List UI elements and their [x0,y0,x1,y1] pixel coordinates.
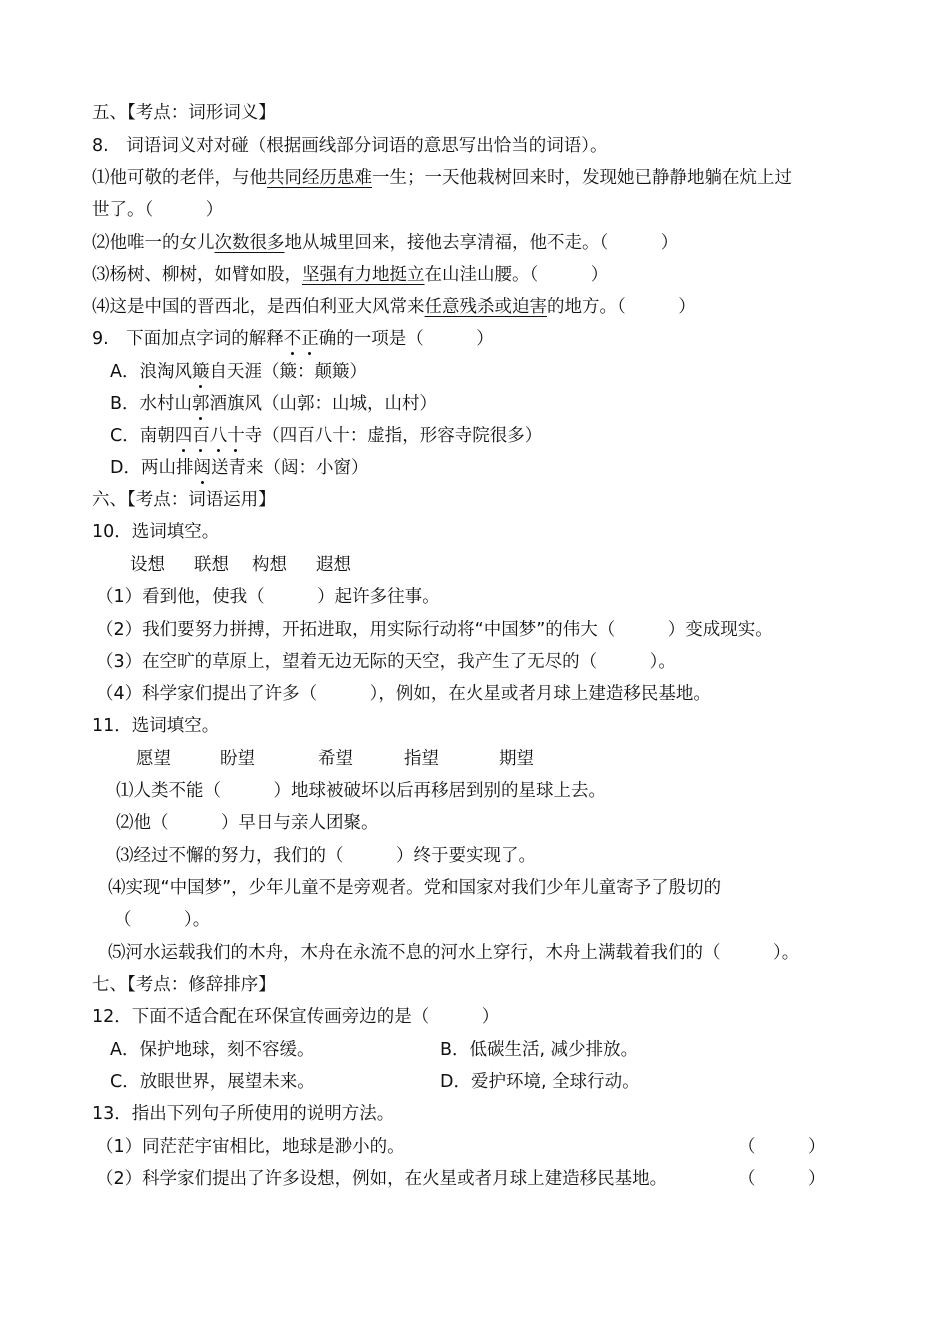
question-10-word-bank [130,554,351,576]
question-10-stem: 10．选词填空。 [92,522,220,542]
question-12-option-d: D．爱护环境, 全球行动。 [440,1072,640,1092]
dotted-char: 百 [192,426,210,446]
option-text: B．水村山 [110,394,193,414]
question-13-item-2: （2）科学家们提出了许多设想，例如，在火星或者月球上建造移民基地。 [96,1169,668,1189]
dotted-char: 不 [283,329,302,349]
question-11-item-2: ⑵他（ ）早日与亲人团聚。 [116,813,379,833]
question-11-item-4: ⑷实现“中国梦”，少年儿童不是旁观者。党和国家对我们少年儿童寄予了殷切的 [108,878,722,898]
stem-text: 9. 下面加点字词的解释 [92,329,284,349]
item-text: 在山洼山腰。（ ） [424,265,609,285]
question-12-option-a: A．保护地球，刻不容缓。 [110,1040,315,1060]
question-9-option-d [110,457,368,479]
dotted-char: 正 [301,329,319,349]
dotted-char: 十 [227,426,245,446]
question-10-item-2: （2）我们要努力拼搏，开拓进取，用实际行动将“中国梦”的伟大（ ）变成现实。 [96,620,773,640]
question-11-word-bank [136,748,534,770]
item-text: 地从城里回来，接他去享清福，他不走。（ ） [284,233,679,253]
question-11-item-3: ⑶经过不懈的努力，我们的（ ）终于要实现了。 [116,846,536,866]
section-heading-6: 六、【考点：词语运用】 [92,490,276,510]
underlined-phrase: 次数很多 [214,233,285,253]
word-option: 指望 [404,749,439,769]
option-text: 送青来（闼：小窗） [210,458,369,478]
question-8-item-3 [92,264,608,286]
question-8-item-4 [92,296,696,318]
word-option: 联想 [194,555,229,575]
item-text: ⑵他唯一的女儿 [92,233,215,253]
question-8-item-1-continued: 世了。（ ） [92,200,224,220]
question-9-option-b [110,393,437,415]
underlined-phrase: 共同经历患难 [267,168,372,188]
question-13-stem: 13．指出下列句子所使用的说明方法。 [92,1104,395,1124]
item-text: ⑷这是中国的晋西北，是西伯利亚大风常来 [92,297,425,317]
section-heading-7: 七、【考点：修辞排序】 [92,975,276,995]
question-8-item-1 [92,167,792,189]
question-12-option-b: B．低碳生活, 减少排放。 [440,1040,639,1060]
answer-blank: （ ） [738,1137,826,1157]
item-text: 一生；一天他栽树回来时，发现她已静静地躺在炕上过 [372,168,792,188]
word-option: 构想 [252,555,287,575]
question-8-item-2 [92,232,678,254]
word-option: 愿望 [136,749,171,769]
question-11-stem: 11．选词填空。 [92,716,220,736]
item-text: ⑴他可敬的老伴，与他 [92,168,267,188]
word-option: 盼望 [220,749,255,769]
option-text: D．两山排 [110,458,194,478]
stem-text: 确的一项是（ ） [318,329,494,349]
word-option: 设想 [130,555,165,575]
word-option: 遐想 [316,555,351,575]
option-text: C．南朝 [110,426,175,446]
option-text: 自天涯（簸：颠簸） [209,362,367,382]
section-heading-5: 五、【考点：词形词义】 [92,103,276,123]
question-11-item-5: ⑸河水运载我们的木舟，木舟在永流不息的河水上穿行，木舟上满载着我们的（ ）。 [108,943,800,963]
option-text: A．浪淘风 [110,362,192,382]
question-10-item-1: （1）看到他，使我（ ）起许多往事。 [96,587,440,607]
question-12-option-c: C．放眼世界，展望未来。 [110,1072,315,1092]
dotted-char: 四 [174,426,193,446]
word-option: 期望 [499,749,534,769]
word-option: 希望 [318,749,353,769]
question-9-option-c [110,425,542,447]
question-12-stem: 12．下面不适合配在环保宣传画旁边的是（ ） [92,1007,500,1027]
question-9-option-a [110,361,367,383]
question-9-stem [92,328,494,350]
dotted-char: 八 [209,426,228,446]
question-11-item-4-continued: （ ）。 [114,910,211,930]
option-text: 寺（四百八十：虚指，形容寺院很多） [244,426,543,446]
option-text: 酒旗风（山郭：山城，山村） [209,394,438,414]
dotted-char: 郭 [192,394,210,414]
question-10-item-4: （4）科学家们提出了许多（ ），例如，在火星或者月球上建造移民基地。 [96,684,711,704]
dotted-char: 簸 [191,362,210,382]
underlined-phrase: 坚强有力地挺立 [302,265,425,285]
question-11-item-1: ⑴人类不能（ ）地球被破坏以后再移居到别的星球上去。 [116,781,606,801]
underlined-phrase: 任意残杀或迫害 [424,297,547,317]
question-8-stem: 8. 词语词义对对碰（根据画线部分词语的意思写出恰当的词语）。 [92,136,608,156]
question-13-item-1: （1）同茫茫宇宙相比，地球是渺小的。 [96,1137,405,1157]
item-text: ⑶杨树、柳树，如臂如股， [92,265,302,285]
answer-blank: （ ） [738,1169,826,1189]
item-text: 的地方。（ ） [547,297,696,317]
question-10-item-3: （3）在空旷的草原上，望着无边无际的天空，我产生了无尽的（ ）。 [96,652,676,672]
dotted-char: 闼 [193,458,211,478]
